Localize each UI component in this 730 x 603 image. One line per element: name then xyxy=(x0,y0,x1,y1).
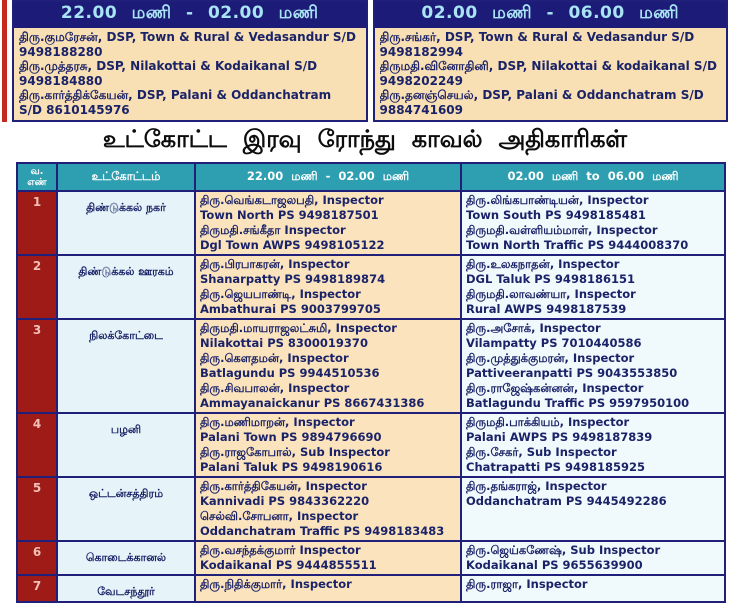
officer-line: திருமதி.வள்ளியம்மாள், Inspector xyxy=(466,223,658,237)
roster-line: 9498202249 xyxy=(379,73,463,88)
officer-line: Palani Town PS 9894796690 xyxy=(200,430,382,444)
subdivision-cell: வேடசந்தூர் xyxy=(57,575,195,602)
shift1-cell xyxy=(195,319,461,413)
officer-line: திரு.பிரபாகரன், Inspector xyxy=(200,257,350,271)
officer-line: Shanarpatty PS 9498189874 xyxy=(200,272,386,286)
header-subdivision: உட்கோட்டம் xyxy=(57,163,195,191)
roster-line: 9884741609 xyxy=(379,102,463,117)
officer-line: Kannivadi PS 9843362220 xyxy=(200,494,370,508)
shift2-cell xyxy=(461,413,725,477)
officer-line: திருமதி.மாயராஜலட்சுமி, Inspector xyxy=(200,321,397,335)
officer-line: Batlagundu Traffic PS 9597950100 xyxy=(466,396,690,410)
shift2-cell xyxy=(461,191,725,255)
roster-right-header: 02.00 மணி - 06.00 மணி xyxy=(375,2,727,28)
serial-cell: 5 xyxy=(17,477,57,541)
officer-line: திரு.கௌதமன், Inspector xyxy=(200,351,349,365)
officer-line: திரு.லிங்கபாண்டியன், Inspector xyxy=(466,193,649,207)
shift1-cell xyxy=(195,575,461,602)
shift1-cell xyxy=(195,191,461,255)
officer-line: Kodaikanal PS 9655639900 xyxy=(466,558,643,572)
shift1-cell xyxy=(195,541,461,575)
roster-line: திருமதி.வினோதினி, DSP, Nilakottai & kodaikanal S/D xyxy=(379,59,717,73)
roster-line: திரு.சங்கர், DSP, Town & Rural & Vedasandur S/D xyxy=(379,30,695,44)
table-row xyxy=(17,477,725,541)
header-serial-line1: வ. xyxy=(30,166,44,177)
officer-line: திருமதி.லாவண்யா, Inspector xyxy=(466,287,636,301)
header-row xyxy=(17,163,725,191)
subdivision-cell: திண்டுக்கல் நகர் xyxy=(57,191,195,255)
officer-line: Town North Traffic PS 9444008370 xyxy=(466,238,689,252)
serial-cell: 4 xyxy=(17,413,57,477)
officer-line: திரு.சிவபாலன், Inspector xyxy=(200,381,350,395)
officer-line: திரு.மணிமாறன், Inspector xyxy=(200,415,355,429)
officer-line: திரு.உலகநாதன், Inspector xyxy=(466,257,620,271)
shift1-cell xyxy=(195,413,461,477)
dsp-night-roster xyxy=(0,0,730,122)
subdivision-cell: ஒட்டன்சத்திரம் xyxy=(57,477,195,541)
officer-line: திரு.கார்த்திகேயன், Inspector xyxy=(200,479,367,493)
serial-cell: 1 xyxy=(17,191,57,255)
officer-line: திருமதி.சங்கீதா Inspector xyxy=(200,223,346,237)
duty-table-body xyxy=(17,191,725,602)
officer-line: Ammayanaickanur PS 8667431386 xyxy=(200,396,425,410)
officer-line: செல்வி.சோபனா, Inspector xyxy=(200,509,359,523)
officer-line: Chatrapatti PS 9498185925 xyxy=(466,460,645,474)
subdivision-cell: பழனி xyxy=(57,413,195,477)
serial-cell: 2 xyxy=(17,255,57,319)
officer-line: Vilampatty PS 7010440586 xyxy=(466,336,642,350)
officer-line: திரு.முத்துக்குமரன், Inspector xyxy=(466,351,635,365)
roster-line: திரு.முத்தரசு, DSP, Nilakottai & Kodaikanal S/D xyxy=(19,59,318,73)
officer-line: Nilakottai PS 8300019370 xyxy=(200,336,368,350)
roster-line: திரு.தனஞ்செயல், DSP, Palani & Oddanchatram S/D xyxy=(379,88,704,102)
officer-line: Dgl Town AWPS 9498105122 xyxy=(200,238,385,252)
duty-table xyxy=(16,162,726,603)
officer-line: Batlagundu PS 9944510536 xyxy=(200,366,380,380)
shift2-cell xyxy=(461,575,725,602)
officer-line: Kodaikanal PS 9444855511 xyxy=(200,558,377,572)
officer-line: திரு.ராஜகோபால், Sub Inspector xyxy=(200,445,390,459)
officer-line: திரு.நிதிக்குமார், Inspector xyxy=(200,577,352,591)
table-row xyxy=(17,319,725,413)
officer-line: திரு.ஜெய்கணேஷ், Sub Inspector xyxy=(466,543,661,557)
table-row xyxy=(17,191,725,255)
shift1-cell xyxy=(195,255,461,319)
officer-line: திரு.வெங்கடாஜலபதி, Inspector xyxy=(200,193,384,207)
officer-line: திரு.சேகர், Sub Inspector xyxy=(466,445,617,459)
roster-line: 9498188280 xyxy=(19,44,103,59)
officer-line: திரு.வசந்தக்குமார் Inspector xyxy=(200,543,361,557)
header-shift2: 02.00 மணி to 06.00 மணி xyxy=(461,163,725,191)
page-title: உட்கோட்ட இரவு ரோந்து காவல் அதிகாரிகள் xyxy=(102,127,628,153)
table-row xyxy=(17,413,725,477)
shift2-cell xyxy=(461,541,725,575)
shift1-cell xyxy=(195,477,461,541)
roster-right-body xyxy=(375,28,727,120)
left-red-strip xyxy=(2,0,7,122)
subdivision-cell: நிலக்கோட்டை xyxy=(57,319,195,413)
subdivision-cell: கொடைக்கானல் xyxy=(57,541,195,575)
roster-left xyxy=(12,0,368,122)
serial-cell: 3 xyxy=(17,319,57,413)
officer-line: திரு.ராஜா, Inspector xyxy=(466,577,588,591)
officer-line: Oddanchatram PS 9445492286 xyxy=(466,494,667,508)
officer-line: திரு.ஜெயபாண்டி, Inspector xyxy=(200,287,361,301)
table-row xyxy=(17,255,725,319)
roster-left-header: 22.00 மணி - 02.00 மணி xyxy=(14,2,366,28)
officer-line: Town South PS 9498185481 xyxy=(466,208,646,222)
officer-line: Pattiveeranpatti PS 9043553850 xyxy=(466,366,678,380)
officer-line: Oddanchatram Traffic PS 9498183483 xyxy=(200,524,445,538)
roster-right xyxy=(373,0,729,122)
roster-line: 9498182994 xyxy=(379,44,463,59)
header-serial-line2: எண் xyxy=(27,177,47,188)
roster-line: திரு.கார்த்திக்கேயன், DSP, Palani & Oddanchatram xyxy=(19,88,332,102)
duty-table-header xyxy=(17,163,725,191)
officer-line: Palani AWPS PS 9498187839 xyxy=(466,430,653,444)
roster-line: திரு.குமரேசன், DSP, Town & Rural & Vedasandur S/D xyxy=(19,30,356,44)
officer-line: திரு.அசோக், Inspector xyxy=(466,321,601,335)
shift2-cell xyxy=(461,255,725,319)
roster-left-body xyxy=(14,28,366,120)
officer-line: DGL Taluk PS 9498186151 xyxy=(466,272,635,286)
officer-line: Palani Taluk PS 9498190616 xyxy=(200,460,383,474)
subdivision-cell: திண்டுக்கல் ஊரகம் xyxy=(57,255,195,319)
officer-line: Rural AWPS 9498187539 xyxy=(466,302,627,316)
table-row xyxy=(17,541,725,575)
officer-line: Town North PS 9498187501 xyxy=(200,208,379,222)
header-serial xyxy=(17,163,57,191)
serial-cell: 6 xyxy=(17,541,57,575)
roster-line: 9498184880 xyxy=(19,73,103,88)
shift2-cell xyxy=(461,319,725,413)
officer-line: திரு.ராஜேஷ்கன்னன், Inspector xyxy=(466,381,644,395)
table-row xyxy=(17,575,725,602)
shift2-cell xyxy=(461,477,725,541)
header-shift1: 22.00 மணி - 02.00 மணி xyxy=(195,163,461,191)
serial-cell: 7 xyxy=(17,575,57,602)
officer-line: திரு.தங்கராஜ், Inspector xyxy=(466,479,607,493)
officer-line: Ambathurai PS 9003799705 xyxy=(200,302,381,316)
roster-line: S/D 8610145976 xyxy=(19,102,130,117)
officer-line: திருமதி.பாக்கியம், Inspector xyxy=(466,415,630,429)
